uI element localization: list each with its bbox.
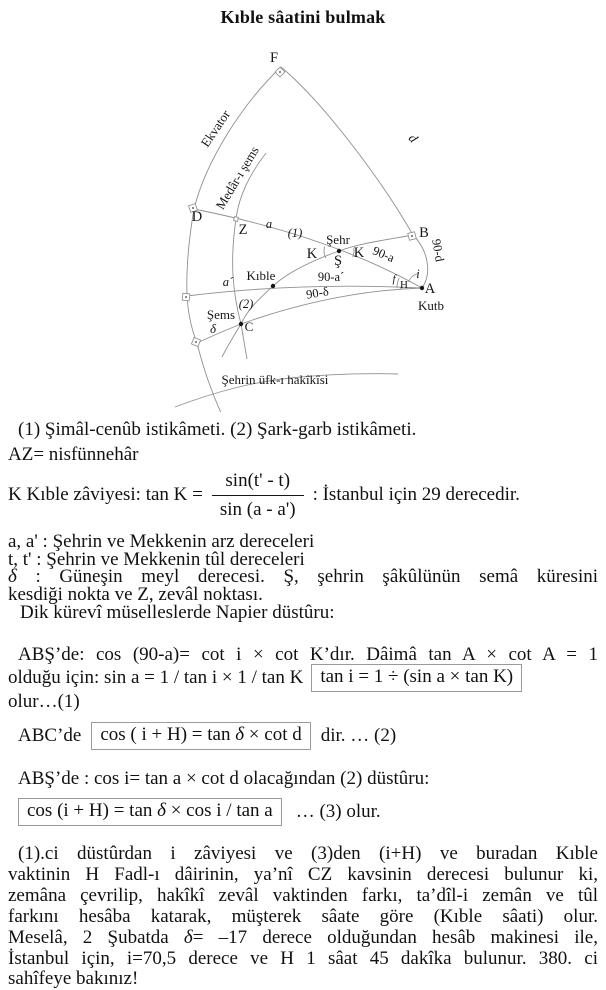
derivation3-line-1: ABŞ’de : cos i= tan a × cot d olacağından (2) düstûru: [18, 768, 430, 789]
label-a: a [265, 217, 273, 231]
label-sems: Şems [206, 307, 236, 322]
label-d-point: D [191, 209, 203, 225]
derivation1-line-3: olur…(1) [8, 691, 80, 712]
closing-line-5 [8, 928, 598, 949]
label-two: (2) [238, 297, 254, 311]
box3-pre: cos (i + H) = tan [27, 800, 158, 821]
label-k-left: K [306, 246, 318, 262]
label-i: i [416, 267, 420, 281]
label-small-h: H [400, 279, 408, 291]
closing-line-1: (1).ci düstûrdan i zâviyesi ve (3)den (i+H) ve buradan Kıble [18, 843, 598, 864]
label-ninety-a-prime: 90-a´ [317, 270, 345, 284]
closing-line-7: sahîfeye bakınız! [8, 968, 139, 990]
qibla-angle-formula [8, 465, 598, 525]
qibla-diagram [0, 28, 606, 412]
derivation1-line-2 [8, 664, 598, 692]
label-c: C [244, 319, 254, 334]
derivation2-tail: dir. … (2) [320, 725, 397, 746]
label-ninety-a: 90-a [370, 243, 397, 266]
declination-arc [281, 67, 413, 235]
box2-pre: cos ( i + H) = tan [100, 724, 236, 745]
point-pole [420, 286, 424, 290]
closing-line-5-post: = –17 derece olduğundan hesâb makinesi ile, [192, 926, 598, 948]
closing-line-4: farkını hesâba katarak, müşterek sâate göre (Kıble sâati) olur. [8, 905, 598, 927]
label-ninety-delta: 90-δ [305, 284, 330, 302]
label-one: (1) [287, 226, 303, 240]
fraction-numerator: sin(t' - t) [212, 470, 304, 496]
right-angle-marker-aprime [182, 293, 190, 301]
box3-post: × cos i / tan a [165, 800, 273, 821]
label-ninety-d: 90-d [429, 237, 447, 263]
angle-arc-f [397, 278, 399, 288]
napier-line: Dik kürevî müselleslerde Napier düstûru: [20, 602, 335, 623]
derivation2-row [8, 721, 598, 751]
label-horizon: Şehrin üfk-ı hakîkîsi [221, 372, 329, 387]
delta-symbol: δ [8, 566, 17, 587]
label-f: F [269, 50, 279, 66]
label-a-pole: A [424, 281, 436, 297]
closing-paragraph [8, 844, 598, 990]
formula-box-1: tan i = 1 ÷ (sin a × tan K) [311, 664, 522, 692]
derivation3-row [8, 796, 598, 828]
closing-line-2: vaktinin H Fadl-ı dâirinin, ya’nî CZ kavsinin derecesi bulunur ki, [8, 863, 598, 885]
right-angle-marker-b [408, 232, 416, 240]
label-small-f: f [392, 273, 396, 285]
derivation3-tail: … (3) olur. [295, 801, 381, 822]
intro-line-1: (1) Şimâl-cenûb istikâmeti. (2) Şark-garb istikâmeti. [18, 419, 417, 440]
label-d-arc: d [405, 130, 422, 146]
fraction-denominator: sin (a - a') [219, 498, 296, 520]
formula-box-3 [18, 798, 282, 826]
legend-line-3-text: : Güneşin meyl derecesi. Ş, şehrin şâkûlünün semâ küresini [16, 566, 598, 587]
box2-post: × cot d [244, 724, 302, 745]
closing-line-3: zemâna çevrilip, hakîkî zevâl vaktinden farkı, ta’dîl-i zemân ve tûl [8, 884, 598, 906]
fraction [212, 470, 304, 521]
label-a-prime: a´ [222, 275, 234, 289]
legend-line-4: kesdiği nokta ve Z, zevâl noktası. [8, 584, 263, 605]
point-kible [271, 284, 275, 288]
label-b: B [419, 225, 429, 241]
derivation1-line-2-text: olduğu için: sin a = 1 / tan i × 1 / tan K [8, 667, 304, 688]
formula-lead: K Kıble zâviyesi: tan K = [8, 484, 203, 505]
label-ekvator: Ekvator [197, 107, 233, 150]
label-kible: Kıble [246, 268, 276, 283]
derivation2-lead: ABC’de [18, 725, 82, 746]
legend-line-1: a, a' : Şehrin ve Mekkenin arz dereceleri [8, 531, 315, 552]
label-kutb: Kutb [418, 298, 444, 313]
point-sun [239, 322, 243, 326]
label-delta: δ [209, 321, 217, 336]
intro-line-2: AZ= nisfünnehâr [8, 444, 139, 465]
label-z: Z [238, 222, 248, 238]
label-medar: Medâr-ı şems [212, 143, 262, 212]
page-title: Kıble sâatini bulmak [220, 7, 386, 27]
closing-line-6: İstanbul için, i=70,5 derece ve H 1 sâat 45 dakîka bulunur. 380. ci [8, 947, 598, 969]
label-s: Ş [333, 253, 343, 269]
label-k-right: K [353, 245, 365, 261]
box3-delta: δ [157, 800, 166, 821]
right-angle-marker-delta [191, 337, 200, 346]
legend-line-2: t, t' : Şehrin ve Mekkenin tûl dereceleri [8, 549, 305, 570]
closing-line-5-pre: Meselâ, 2 Şubatda [8, 926, 184, 948]
box2-delta: δ [235, 724, 245, 745]
formula-box-2 [91, 722, 310, 750]
z-marker [234, 217, 239, 222]
formula-tail: : İstanbul için 29 derecedir. [312, 484, 520, 505]
derivation1-line-1: ABŞ’de: cos (90-a)= cot i × cot K’dır. Dâimâ tan A × cot A = 1 [18, 644, 598, 665]
label-sehr: Şehr [326, 232, 350, 247]
closing-line-5-delta: δ [183, 926, 193, 948]
